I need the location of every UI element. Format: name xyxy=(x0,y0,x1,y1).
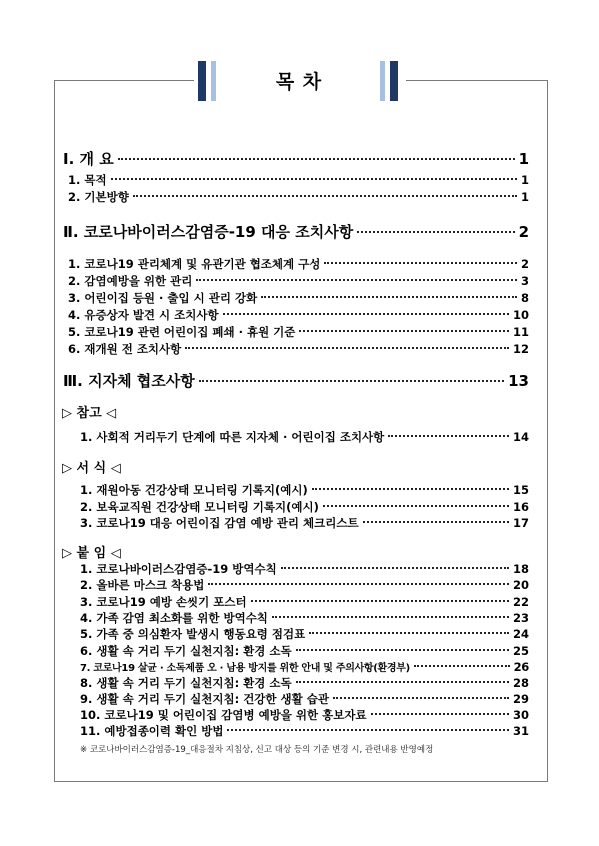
toc-page: 26 xyxy=(513,660,529,674)
toc-page: 2 xyxy=(518,223,529,241)
toc-section-3[interactable] xyxy=(63,370,529,391)
toc-label: 5. 코로나19 관련 어린이집 폐쇄 · 휴원 기준 xyxy=(68,325,296,339)
leader-dots xyxy=(363,521,509,523)
toc-item[interactable] xyxy=(68,273,529,289)
leader-dots xyxy=(357,231,514,233)
toc-page: 30 xyxy=(512,708,529,722)
toc-page: 20 xyxy=(512,578,529,592)
leader-dots xyxy=(272,616,509,618)
forms-heading: ▷ 서 식 ◁ xyxy=(62,461,121,476)
toc-item[interactable] xyxy=(80,707,529,723)
toc-label: 1. 코로나바이러스감염증-19 방역수칙 xyxy=(80,562,277,576)
toc-item[interactable] xyxy=(68,307,529,323)
toc-label: 9. 생활 속 거리 두기 실천지침: 건강한 생활 습관 xyxy=(80,692,329,706)
toc-label: 3. 코로나19 예방 손씻기 포스터 xyxy=(80,595,247,609)
toc-item[interactable] xyxy=(80,659,529,674)
leader-dots xyxy=(296,649,509,651)
toc-item[interactable] xyxy=(80,675,529,691)
leader-dots xyxy=(309,632,509,634)
toc-page: 1 xyxy=(518,150,529,168)
toc-item[interactable] xyxy=(68,172,529,188)
page-title: 목 차 xyxy=(275,71,323,93)
leader-dots xyxy=(299,330,509,332)
title-bar-light-right xyxy=(380,61,385,101)
title-bar-dark-left xyxy=(198,61,206,101)
toc-label: 1. 사회적 거리두기 단계에 따른 지자체 · 어린이집 조치사항 xyxy=(80,430,385,444)
toc-item[interactable] xyxy=(80,594,529,610)
toc-label: 2. 감염예방을 위한 관리 xyxy=(68,274,193,288)
toc-section-2[interactable] xyxy=(63,221,529,242)
leader-dots xyxy=(185,347,509,349)
toc-page: 8 xyxy=(520,291,529,305)
toc-page: 15 xyxy=(512,483,529,497)
toc-item[interactable] xyxy=(80,561,529,577)
leader-dots xyxy=(196,279,517,281)
toc-label: 3. 코로나19 대응 어린이집 감염 예방 관리 체크리스트 xyxy=(80,516,359,530)
toc-page: 24 xyxy=(512,627,529,641)
toc-label: 7. 코로나19 살균 · 소독제품 오 · 남용 방지를 위한 안내 및 주의사항(환경부) xyxy=(80,663,410,674)
toc-label: 4. 가족 감염 최소화를 위한 방역수칙 xyxy=(80,611,268,625)
leader-dots xyxy=(199,380,504,382)
toc-label: 11. 예방접종이력 확인 방법 xyxy=(80,724,224,738)
toc-item[interactable] xyxy=(80,515,529,531)
toc-page: 1 xyxy=(520,173,529,187)
appendix-heading: ▷ 붙 임 ◁ xyxy=(62,546,121,561)
toc-item[interactable] xyxy=(68,256,529,272)
toc-item[interactable] xyxy=(80,499,529,515)
toc-item[interactable] xyxy=(68,324,529,340)
toc-item[interactable] xyxy=(80,691,529,707)
title-banner xyxy=(194,61,406,101)
toc-item[interactable] xyxy=(68,290,529,306)
toc-page: 22 xyxy=(512,595,529,609)
toc-page: 25 xyxy=(512,644,529,658)
toc-page: 3 xyxy=(520,274,529,288)
toc-label: 6. 재개원 전 조치사항 xyxy=(68,342,182,356)
toc-page: 16 xyxy=(512,500,529,514)
toc-item[interactable] xyxy=(80,610,529,626)
leader-dots xyxy=(324,262,517,264)
toc-section-1[interactable] xyxy=(63,148,529,169)
toc-label: 3. 어린이집 등원 · 출입 시 관리 강화 xyxy=(68,291,258,305)
leader-dots xyxy=(251,600,509,602)
title-bar-dark-right xyxy=(390,61,398,101)
leader-dots xyxy=(388,435,509,437)
leader-dots xyxy=(208,583,509,585)
toc-page: 17 xyxy=(512,516,529,530)
leader-dots xyxy=(333,697,509,699)
toc-label: Ⅰ. 개 요 xyxy=(63,150,114,168)
toc-page: 23 xyxy=(512,611,529,625)
toc-page: 29 xyxy=(512,692,529,706)
leader-dots xyxy=(223,313,509,315)
toc-page: 18 xyxy=(512,562,529,576)
toc-label: 5. 가족 중 의심환자 발생시 행동요령 점검표 xyxy=(80,627,306,641)
toc-label: 1. 재원아동 건강상태 모니터링 기록지(예시) xyxy=(80,483,308,497)
toc-label: 2. 보육교직원 건강상태 모니터링 기록지(예시) xyxy=(80,500,319,514)
leader-dots xyxy=(118,158,515,160)
toc-label: Ⅲ. 지자체 협조사항 xyxy=(63,372,195,390)
toc-label: 6. 생활 속 거리 두기 실천지침: 환경 소독 xyxy=(80,644,292,658)
toc-label: 4. 유증상자 발견 시 조치사항 xyxy=(68,308,219,322)
toc-page: 1 xyxy=(520,190,529,204)
toc-page: 28 xyxy=(512,676,529,690)
toc-label: 10. 코로나19 및 어린이집 감염병 예방을 위한 홍보자료 xyxy=(80,708,367,722)
footnote: ※ 코로나바이러스감염증-19_대응절차 지침상, 신고 대상 등의 기준 변경 시, 관련내용 반영예정 xyxy=(80,745,434,755)
leader-dots xyxy=(414,665,510,667)
leader-dots xyxy=(111,178,517,180)
toc-page: 12 xyxy=(512,342,529,356)
toc-page: 2 xyxy=(520,257,529,271)
leader-dots xyxy=(261,296,517,298)
leader-dots xyxy=(323,505,509,507)
leader-dots xyxy=(371,713,509,715)
toc-label: 1. 코로나19 관리체계 및 유관기관 협조체계 구성 xyxy=(68,257,321,271)
toc-page: 14 xyxy=(512,430,529,444)
reference-heading: ▷ 참고 ◁ xyxy=(62,406,117,421)
leader-dots xyxy=(227,729,509,731)
toc-item[interactable] xyxy=(80,429,529,445)
leader-dots xyxy=(281,567,509,569)
toc-label: 8. 생활 속 거리 두기 실천지침: 환경 소독 xyxy=(80,676,292,690)
toc-item[interactable] xyxy=(80,723,529,739)
toc-page: 13 xyxy=(508,372,529,390)
toc-item[interactable] xyxy=(80,577,529,593)
title-bar-light-left xyxy=(211,61,216,101)
toc-item[interactable] xyxy=(68,189,529,205)
leader-dots xyxy=(312,488,509,490)
toc-item[interactable] xyxy=(80,643,529,659)
toc-page: 11 xyxy=(512,325,529,339)
toc-label: 2. 올바른 마스크 착용법 xyxy=(80,578,205,592)
toc-item[interactable] xyxy=(80,482,529,498)
toc-item[interactable] xyxy=(68,341,529,357)
toc-label: 2. 기본방향 xyxy=(68,190,129,204)
toc-page: 10 xyxy=(512,308,529,322)
toc-item[interactable] xyxy=(80,626,529,642)
leader-dots xyxy=(296,681,509,683)
toc-label: Ⅱ. 코로나바이러스감염증-19 대응 조치사항 xyxy=(63,223,354,241)
leader-dots xyxy=(133,195,517,197)
toc-label: 1. 목적 xyxy=(68,173,107,187)
toc-page: 31 xyxy=(512,724,529,738)
